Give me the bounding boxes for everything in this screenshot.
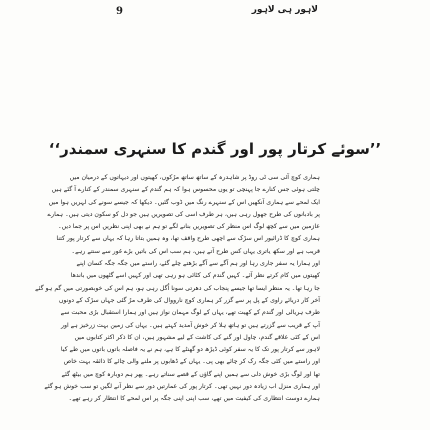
page-header (0, 2, 430, 28)
body-line: کھیتوں میں کام کرتے نظر آئے۔ کہیں گندم کی کٹائی ہو رہی تھی اور کہیں اسے گٹھوں میں باندھا (70, 272, 320, 280)
running-head: لاہور ہی لاہور (251, 5, 318, 15)
body-line: اور ہماری منزل اب زیادہ دور نہیں تھی۔ کرتار پور کی عمارتیں دور سے نظر آنے لگیں تو سب خوش ہو گئے (44, 383, 320, 391)
body-line: عازمین میں سے کچھ لوگ اس منظر کی تصویریں بنانے لگے تو ہم نے بھی اپنی نظریں اس پر جما دیں۔ (58, 223, 320, 231)
body-line: اور راستے میں کئی جگہ رک کر چائے بھی پی۔ یہاں کے ڈھابوں پر ملنے والی چائے کا ذائقہ بہت خاص (63, 358, 320, 366)
body-line: تھا اور لوگ بڑی خوش دلی سے ہمیں اپنے گاؤں کے قصے سناتے رہے۔ پھر ہم دوبارہ کوچ میں بیٹھ گئے (61, 370, 320, 378)
body-line: ایک لمحے سے ہماری آنکھیں اس کے سنہرے رنگ میں ڈوب گئیں۔ دیکھا کہ جیسے سونے کی لہریں ہوا میں (48, 198, 320, 206)
body-text (35, 172, 320, 422)
body-line: طرف ہریالی اور گندم کے کھیت تھے، یہاں کے لوگ مہمان نواز ہیں اور ہمارا استقبال بڑی محبت سے (60, 309, 320, 317)
body-line: قریب ہے اور سکھ یاتری یہاں کس طرح آتے ہیں، ہم سب اس کی باتیں بڑے غور سے سنتے رہے۔ (71, 247, 320, 255)
body-line: پر بادبانوں کی طرح جھول رہی ہیں، ہر طرف اسی کی تصویریں ہیں جو دل کو سکون دیتی ہیں۔ ہمارے (47, 210, 320, 218)
body-line: اور ہمارا یہ سفر جاری رہا اور ہم آگے سے آگے بڑھتے چلے گئے، راستے میں جگہ جگہ کسان اپنے (76, 260, 320, 268)
body-line: آپ کے قریب سے گزرتے ہیں تو ہاتھ ہلا کر خوش آمدید کہتے ہیں۔ یہاں کی زمین بہت زرخیز ہے اور (61, 321, 320, 329)
body-line: ہمارے دوست انتظاری کی کیفیت میں تھے، سب اپنی اپنی جگہ پر اس لمحے کا انتظار کر رہے تھے۔ (68, 395, 320, 403)
body-line: جا رہا تھا۔ یہ منظر ایسا تھا جیسے پنجاب کی دھرتی سونا اُگل رہی ہو، ہم اس کی خوبصورتی میں گم ہو گئے (35, 284, 320, 292)
body-line: اس کے کئی علاقے گندم، چاول اور گنے کی کاشت کے لیے مشہور ہیں، ان کا ذکر اکثر کتابوں میں (74, 333, 320, 341)
body-line: ہماری کوچ کا ڈرائیور اس سڑک سے اچھی طرح واقف تھا، وہ ہمیں بتاتا رہا کہ یہاں سے کرتار پور کتنا (56, 235, 320, 243)
page-number: 9 (116, 6, 123, 17)
body-line: لاہور سے کرتار پور تک کا یہ سفر کوئی ڈیڑھ دو گھنٹے کا ہے، ہم نے یہ فاصلہ باتوں باتوں میں طے کیا (60, 346, 320, 354)
body-line: آخر کار دریائے راوی کے پل پر سے گزر کر ہماری کوچ نارووال کی طرف مڑ گئی جہاں سڑک کے دونوں (58, 296, 320, 304)
body-line: ہماری کوچ آئی سی ٹی روڈ پر شاہدرہ کے ساتھ ساتھ مڑکوں، کھیتوں اور دیہاتوں کے درمیان میں (69, 174, 320, 181)
body-line: چلتی ہوئی جس کنارے جا پہنچی تو یوں محسوس ہوا کہ ہم گندم کے سنہری سمندر کے کنارے آ گئے ہیں (51, 186, 320, 194)
chapter-title: ’’سوئے کرتار پور اور گندم کا سنہری سمندر‘‘ (48, 140, 382, 158)
